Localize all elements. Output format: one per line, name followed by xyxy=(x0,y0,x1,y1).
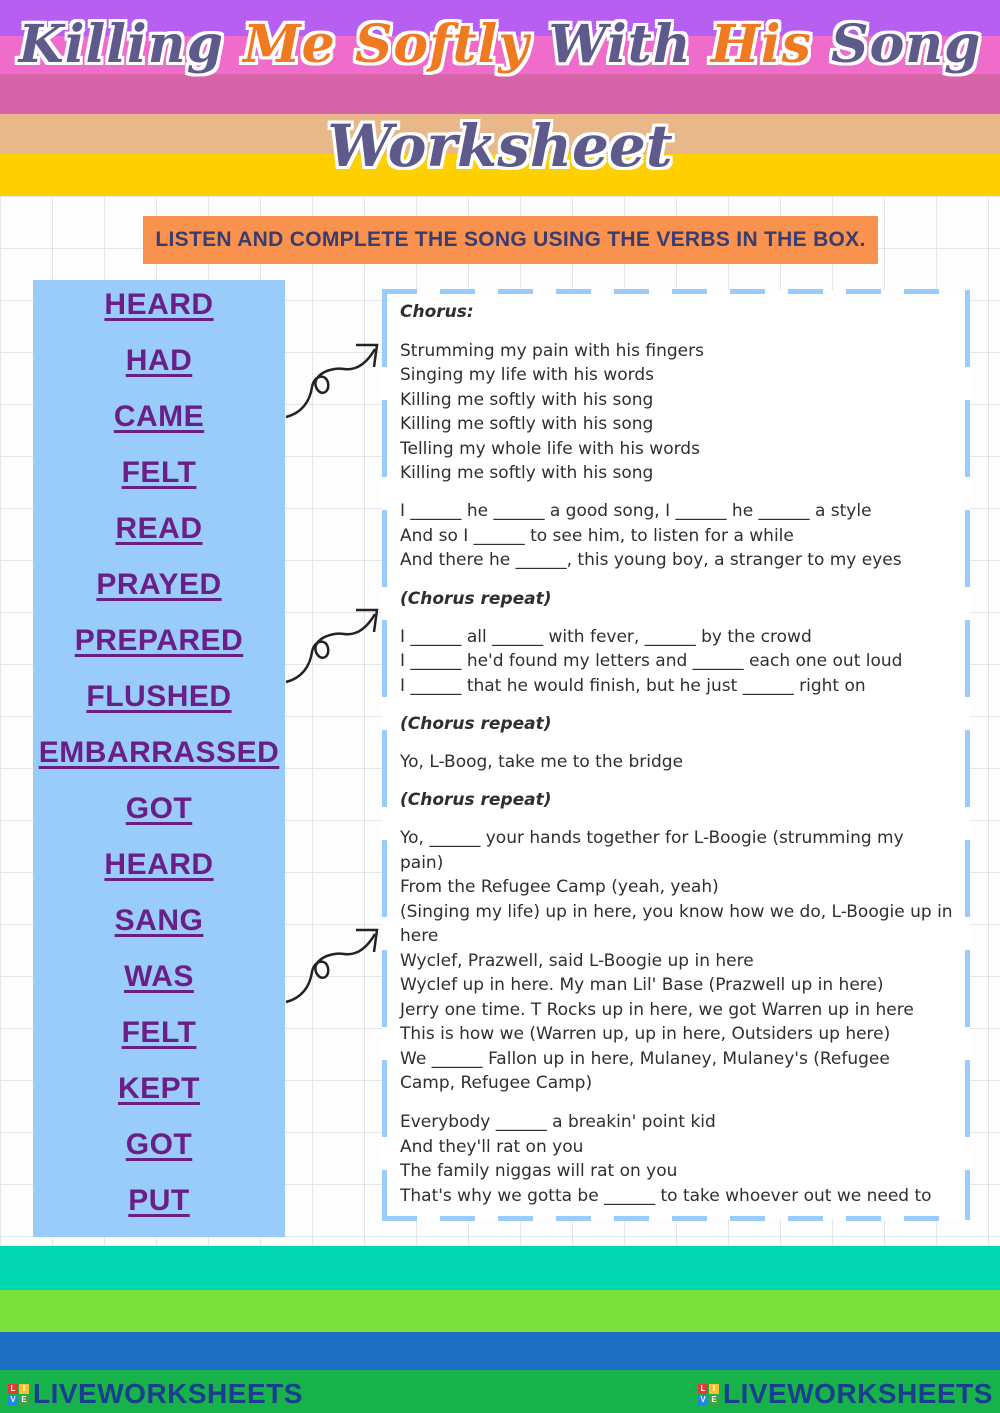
lyrics-line-with-blanks[interactable]: That's why we gotta be ______ to take whoever out we need to xyxy=(400,1186,932,1206)
logo-letter: E xyxy=(709,1395,719,1405)
lyrics-line-with-blanks[interactable]: Yo, ______ your hands together for L-Boogie (strumming my xyxy=(400,828,904,848)
footer-band-3 xyxy=(0,1332,1000,1370)
word-bank-item[interactable]: FELT xyxy=(121,456,197,489)
lyrics-line: Killing me softly with his song xyxy=(400,414,654,434)
logo-letter: I xyxy=(709,1384,719,1394)
liveworksheets-logo-icon xyxy=(8,1384,30,1406)
word-bank-item[interactable]: HEARD xyxy=(104,288,214,321)
logo-letter: V xyxy=(8,1395,18,1405)
word-bank-item[interactable]: GOT xyxy=(125,792,193,825)
lyrics-line: Telling my whole life with his words xyxy=(400,439,700,459)
word-bank-item[interactable]: PRAYED xyxy=(96,568,222,601)
title-word: Softly xyxy=(354,14,530,75)
word-bank-item[interactable]: HAD xyxy=(125,344,193,377)
word-bank-item[interactable]: GOT xyxy=(125,1128,193,1161)
lyrics-line-with-blanks[interactable]: I ______ he'd found my letters and ______ each one out loud xyxy=(400,651,903,671)
word-bank-item[interactable]: EMBARRASSED xyxy=(38,736,280,769)
lyrics-line-with-blanks[interactable]: I ______ he ______ a good song, I ______ he ______ a style xyxy=(400,501,872,521)
logo-letter: L xyxy=(8,1384,18,1394)
lyrics-line-with-blanks[interactable]: And so I ______ to see him, to listen for a while xyxy=(400,526,794,546)
lyrics-line-with-blanks[interactable]: I ______ all ______ with fever, ______ by the crowd xyxy=(400,627,812,647)
instruction-banner: LISTEN AND COMPLETE THE SONG USING THE VERBS IN THE BOX. xyxy=(143,216,878,264)
word-bank xyxy=(33,280,285,1237)
lyrics-line: This is how we (Warren up, up in here, Outsiders up here) xyxy=(400,1024,891,1044)
word-bank-item[interactable]: SANG xyxy=(114,904,204,937)
dashed-border-left xyxy=(382,290,387,1220)
page-subtitle: Worksheet xyxy=(327,112,673,180)
title-word: Me xyxy=(243,14,336,75)
lyrics-heading: (Chorus repeat) xyxy=(400,790,552,810)
lyrics-heading: (Chorus repeat) xyxy=(400,714,552,734)
logo-letter: L xyxy=(698,1384,708,1394)
logo-letter: V xyxy=(698,1395,708,1405)
word-bank-item[interactable]: KEPT xyxy=(117,1072,200,1105)
logo-letter: E xyxy=(19,1395,29,1405)
lyrics-line: Yo, L-Boog, take me to the bridge xyxy=(400,752,684,772)
lyrics-line: (Singing my life) up in here, you know how we do, L-Boogie up in xyxy=(400,902,953,922)
header-band-3 xyxy=(0,74,1000,114)
word-bank-item[interactable]: WAS xyxy=(124,960,194,993)
word-bank-item[interactable]: FLUSHED xyxy=(86,680,232,713)
lyrics-line: Singing my life with his words xyxy=(400,365,654,385)
title-word: Song xyxy=(831,14,982,75)
lyrics-line: And they'll rat on you xyxy=(400,1137,584,1157)
lyrics-line: Jerry one time. T Rocks up in here, we got Warren up in here xyxy=(400,1000,914,1020)
lyrics-heading: Chorus: xyxy=(400,302,474,322)
logo-letter: I xyxy=(19,1384,29,1394)
lyrics-heading: (Chorus repeat) xyxy=(400,589,552,609)
curly-arrow-icon xyxy=(282,600,382,690)
page-title xyxy=(0,14,1000,75)
liveworksheets-logo-icon xyxy=(698,1384,720,1406)
word-bank-item[interactable]: CAME xyxy=(113,400,205,433)
lyrics-line: From the Refugee Camp (yeah, yeah) xyxy=(400,877,719,897)
lyrics-line: The family niggas will rat on you xyxy=(400,1161,678,1181)
word-bank-item[interactable]: READ xyxy=(115,512,203,545)
lyrics-line: Wyclef, Prazwell, said L-Boogie up in here xyxy=(400,951,754,971)
dashed-border-right xyxy=(965,290,970,1220)
dashed-border-top xyxy=(382,289,952,294)
title-word: With xyxy=(548,14,692,75)
dashed-border-bottom xyxy=(382,1216,952,1221)
word-bank-item[interactable]: FELT xyxy=(121,1016,197,1049)
title-word: Killing xyxy=(18,14,224,75)
lyrics-line: Wyclef up in here. My man Lil' Base (Prazwell up in here) xyxy=(400,975,884,995)
footer-band-1 xyxy=(0,1246,1000,1290)
lyrics-line-with-blanks[interactable]: And there he ______, this young boy, a stranger to my eyes xyxy=(400,550,902,570)
lyrics-line: Camp, Refugee Camp) xyxy=(400,1073,593,1093)
lyrics-line: pain) xyxy=(400,853,444,873)
lyrics-line: Killing me softly with his song xyxy=(400,463,654,483)
lyrics-line-with-blanks[interactable]: I ______ that he would finish, but he just ______ right on xyxy=(400,676,866,696)
lyrics-line: Strumming my pain with his fingers xyxy=(400,341,704,361)
footer-band-2 xyxy=(0,1290,1000,1332)
footer-brand-left[interactable]: LIVEWORKSHEETS xyxy=(33,1378,303,1409)
word-bank-item[interactable]: PUT xyxy=(128,1184,190,1217)
lyrics-line: Killing me softly with his song xyxy=(400,390,654,410)
footer-brand-right[interactable]: LIVEWORKSHEETS xyxy=(723,1378,993,1409)
curly-arrow-icon xyxy=(282,920,382,1010)
lyrics-line-with-blanks[interactable]: We ______ Fallon up in here, Mulaney, Mulaney's (Refugee xyxy=(400,1049,890,1069)
word-bank-item[interactable]: PREPARED xyxy=(74,624,244,657)
word-bank-item[interactable]: HEARD xyxy=(104,848,214,881)
curly-arrow-icon xyxy=(282,335,382,425)
lyrics-line-with-blanks[interactable]: Everybody ______ a breakin' point kid xyxy=(400,1112,716,1132)
lyrics-line: here xyxy=(400,926,439,946)
title-word: His xyxy=(710,14,812,75)
